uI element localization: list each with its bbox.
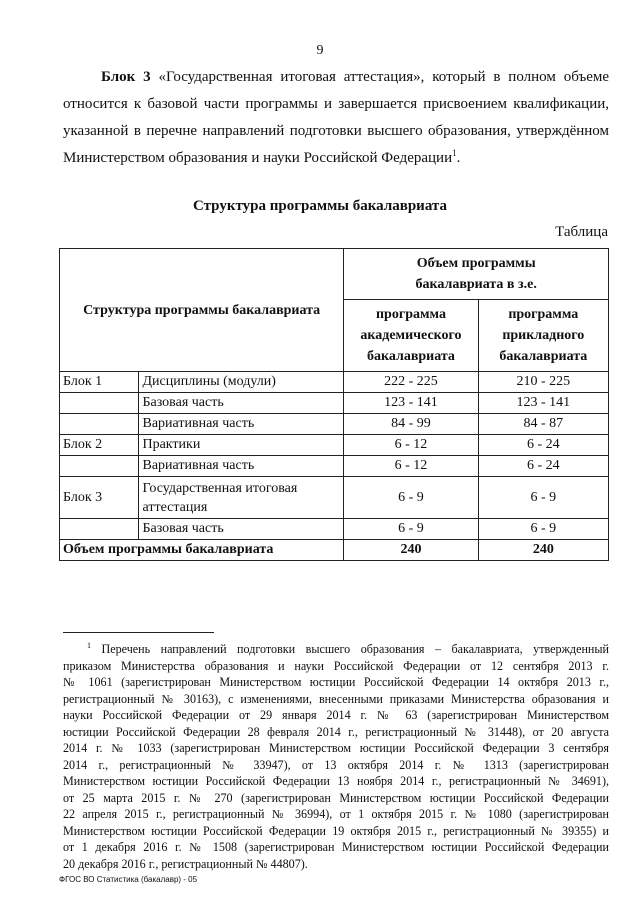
academic-cell: 123 - 141	[344, 393, 478, 414]
body-paragraph	[63, 64, 609, 172]
footnote-number: 1	[87, 640, 91, 650]
applied-cell: 6 - 9	[478, 477, 608, 519]
applied-cell: 6 - 24	[478, 435, 608, 456]
footnote-line: от 25 марта 2015 г. № 270 (зарегистрирован Министерством юстиции Российской Федерации	[63, 790, 609, 805]
table-row	[60, 519, 609, 540]
footnote-line: Министерством юстиции Российской Федерации 19 октября 2015 г., регистрационный № 39355) и	[63, 823, 609, 838]
name-cell: Практики	[139, 435, 344, 456]
name-cell: Вариативная часть	[139, 414, 344, 435]
paragraph-lead-bold: Блок 3	[101, 69, 151, 85]
header-volume: Объем программы бакалавриата в з.е.	[344, 249, 609, 300]
table-row	[60, 372, 609, 393]
block-cell	[60, 519, 139, 540]
table-row	[60, 393, 609, 414]
paragraph-line-4: Министерством образования и науки Российской Федерации$^1$.	[63, 148, 461, 166]
applied-cell: 210 - 225	[478, 372, 608, 393]
total-applied: 240	[478, 540, 608, 561]
footnote-line: 20 декабря 2016 г., регистрационный № 44807).	[63, 856, 308, 871]
applied-cell: 6 - 24	[478, 456, 608, 477]
paragraph-line-1: Блок 3 «Государственная итоговая аттестация», который в полном объеме	[101, 69, 610, 85]
paragraph-line-2: относится к базовой части программы и завершается присвоением квалификации,	[63, 96, 609, 112]
applied-cell: 6 - 9	[478, 519, 608, 540]
footnote-line: приказом Министерства образования и науки Российской Федерации от 12 сентября 2013 г.	[63, 658, 609, 673]
block-cell	[60, 456, 139, 477]
table-label: Таблица	[555, 224, 608, 240]
academic-cell: 6 - 12	[344, 435, 478, 456]
footnote-line: 2014 г. № 1033 (зарегистрирован Министерством юстиции Российской Федерации 3 сентября	[63, 741, 609, 755]
name-cell: Базовая часть	[139, 393, 344, 414]
document-footer: ФГОС ВО Статистика (бакалавр) - 05	[59, 875, 198, 884]
name-cell: Государственная итоговая аттестация	[139, 477, 344, 519]
block-cell: Блок 2	[60, 435, 139, 456]
total-label: Объем программы бакалавриата	[60, 540, 344, 561]
footnote-line: юстиции Российской Федерации 28 февраля 2014 г., регистрационный № 31448), от 20 августа	[63, 724, 609, 739]
table-row	[60, 414, 609, 435]
table-header-row-1	[60, 249, 609, 300]
page-number: 9	[316, 43, 324, 58]
block-cell	[60, 393, 139, 414]
structure-table	[59, 248, 609, 561]
footnote-divider	[63, 632, 214, 633]
footnote	[63, 641, 609, 872]
block-cell: Блок 1	[60, 372, 139, 393]
footnote-line: 22 апреля 2015 г., регистрационный № 36994), от 1 октября 2015 г. № 1080 (зарегистрирован	[63, 807, 609, 821]
block-cell: Блок 3	[60, 477, 139, 519]
header-academic: программа академического бакалавриата	[344, 300, 478, 372]
header-applied: программа прикладного бакалавриата	[478, 300, 608, 372]
table-row	[60, 477, 609, 519]
footnote-line: Министерством юстиции Российской Федерации 13 ноября 2014 г., регистрационный № 34691),	[63, 774, 609, 788]
applied-cell: 84 - 87	[478, 414, 608, 435]
footnote-line: регистрационный № 30163), с изменениями, внесенными приказами Министерства образования и	[63, 691, 609, 706]
academic-cell: 6 - 12	[344, 456, 478, 477]
applied-cell: 123 - 141	[478, 393, 608, 414]
table-row	[60, 435, 609, 456]
name-cell: Вариативная часть	[139, 456, 344, 477]
footnote-line: от 1 декабря 2016 г. № 1508 (зарегистрирован Министерством юстиции Российской Федерации	[63, 840, 609, 854]
footnote-ref: 1	[452, 148, 457, 158]
name-cell: Дисциплины (модули)	[139, 372, 344, 393]
block-cell	[60, 414, 139, 435]
paragraph-line-3: указанной в перечне направлений подготовки высшего образования, утверждённом	[63, 123, 609, 139]
academic-cell: 6 - 9	[344, 519, 478, 540]
footnote-line: 2014 г., регистрационный № 33947), от 13 октября 2014 г. № 1313 (зарегистрирован	[63, 757, 609, 772]
academic-cell: 6 - 9	[344, 477, 478, 519]
table-row	[60, 456, 609, 477]
footnote-line: науки Российской Федерации от 29 января 2014 г. № 63 (зарегистрирован Министерством	[63, 708, 609, 722]
academic-cell: 84 - 99	[344, 414, 478, 435]
table-total-row	[60, 540, 609, 561]
total-academic: 240	[344, 540, 478, 561]
header-structure: Структура программы бакалавриата	[60, 249, 344, 372]
footnote-line: $^1$ Перечень направлений подготовки высшего образования – бакалавриата, утвержденный	[87, 640, 609, 656]
academic-cell: 222 - 225	[344, 372, 478, 393]
name-cell: Базовая часть	[139, 519, 344, 540]
footnote-line: № 1061 (зарегистрирован Министерством юстиции Российской Федерации 14 октября 2013 г.,	[63, 675, 609, 689]
section-title: Структура программы бакалавриата	[193, 198, 447, 214]
